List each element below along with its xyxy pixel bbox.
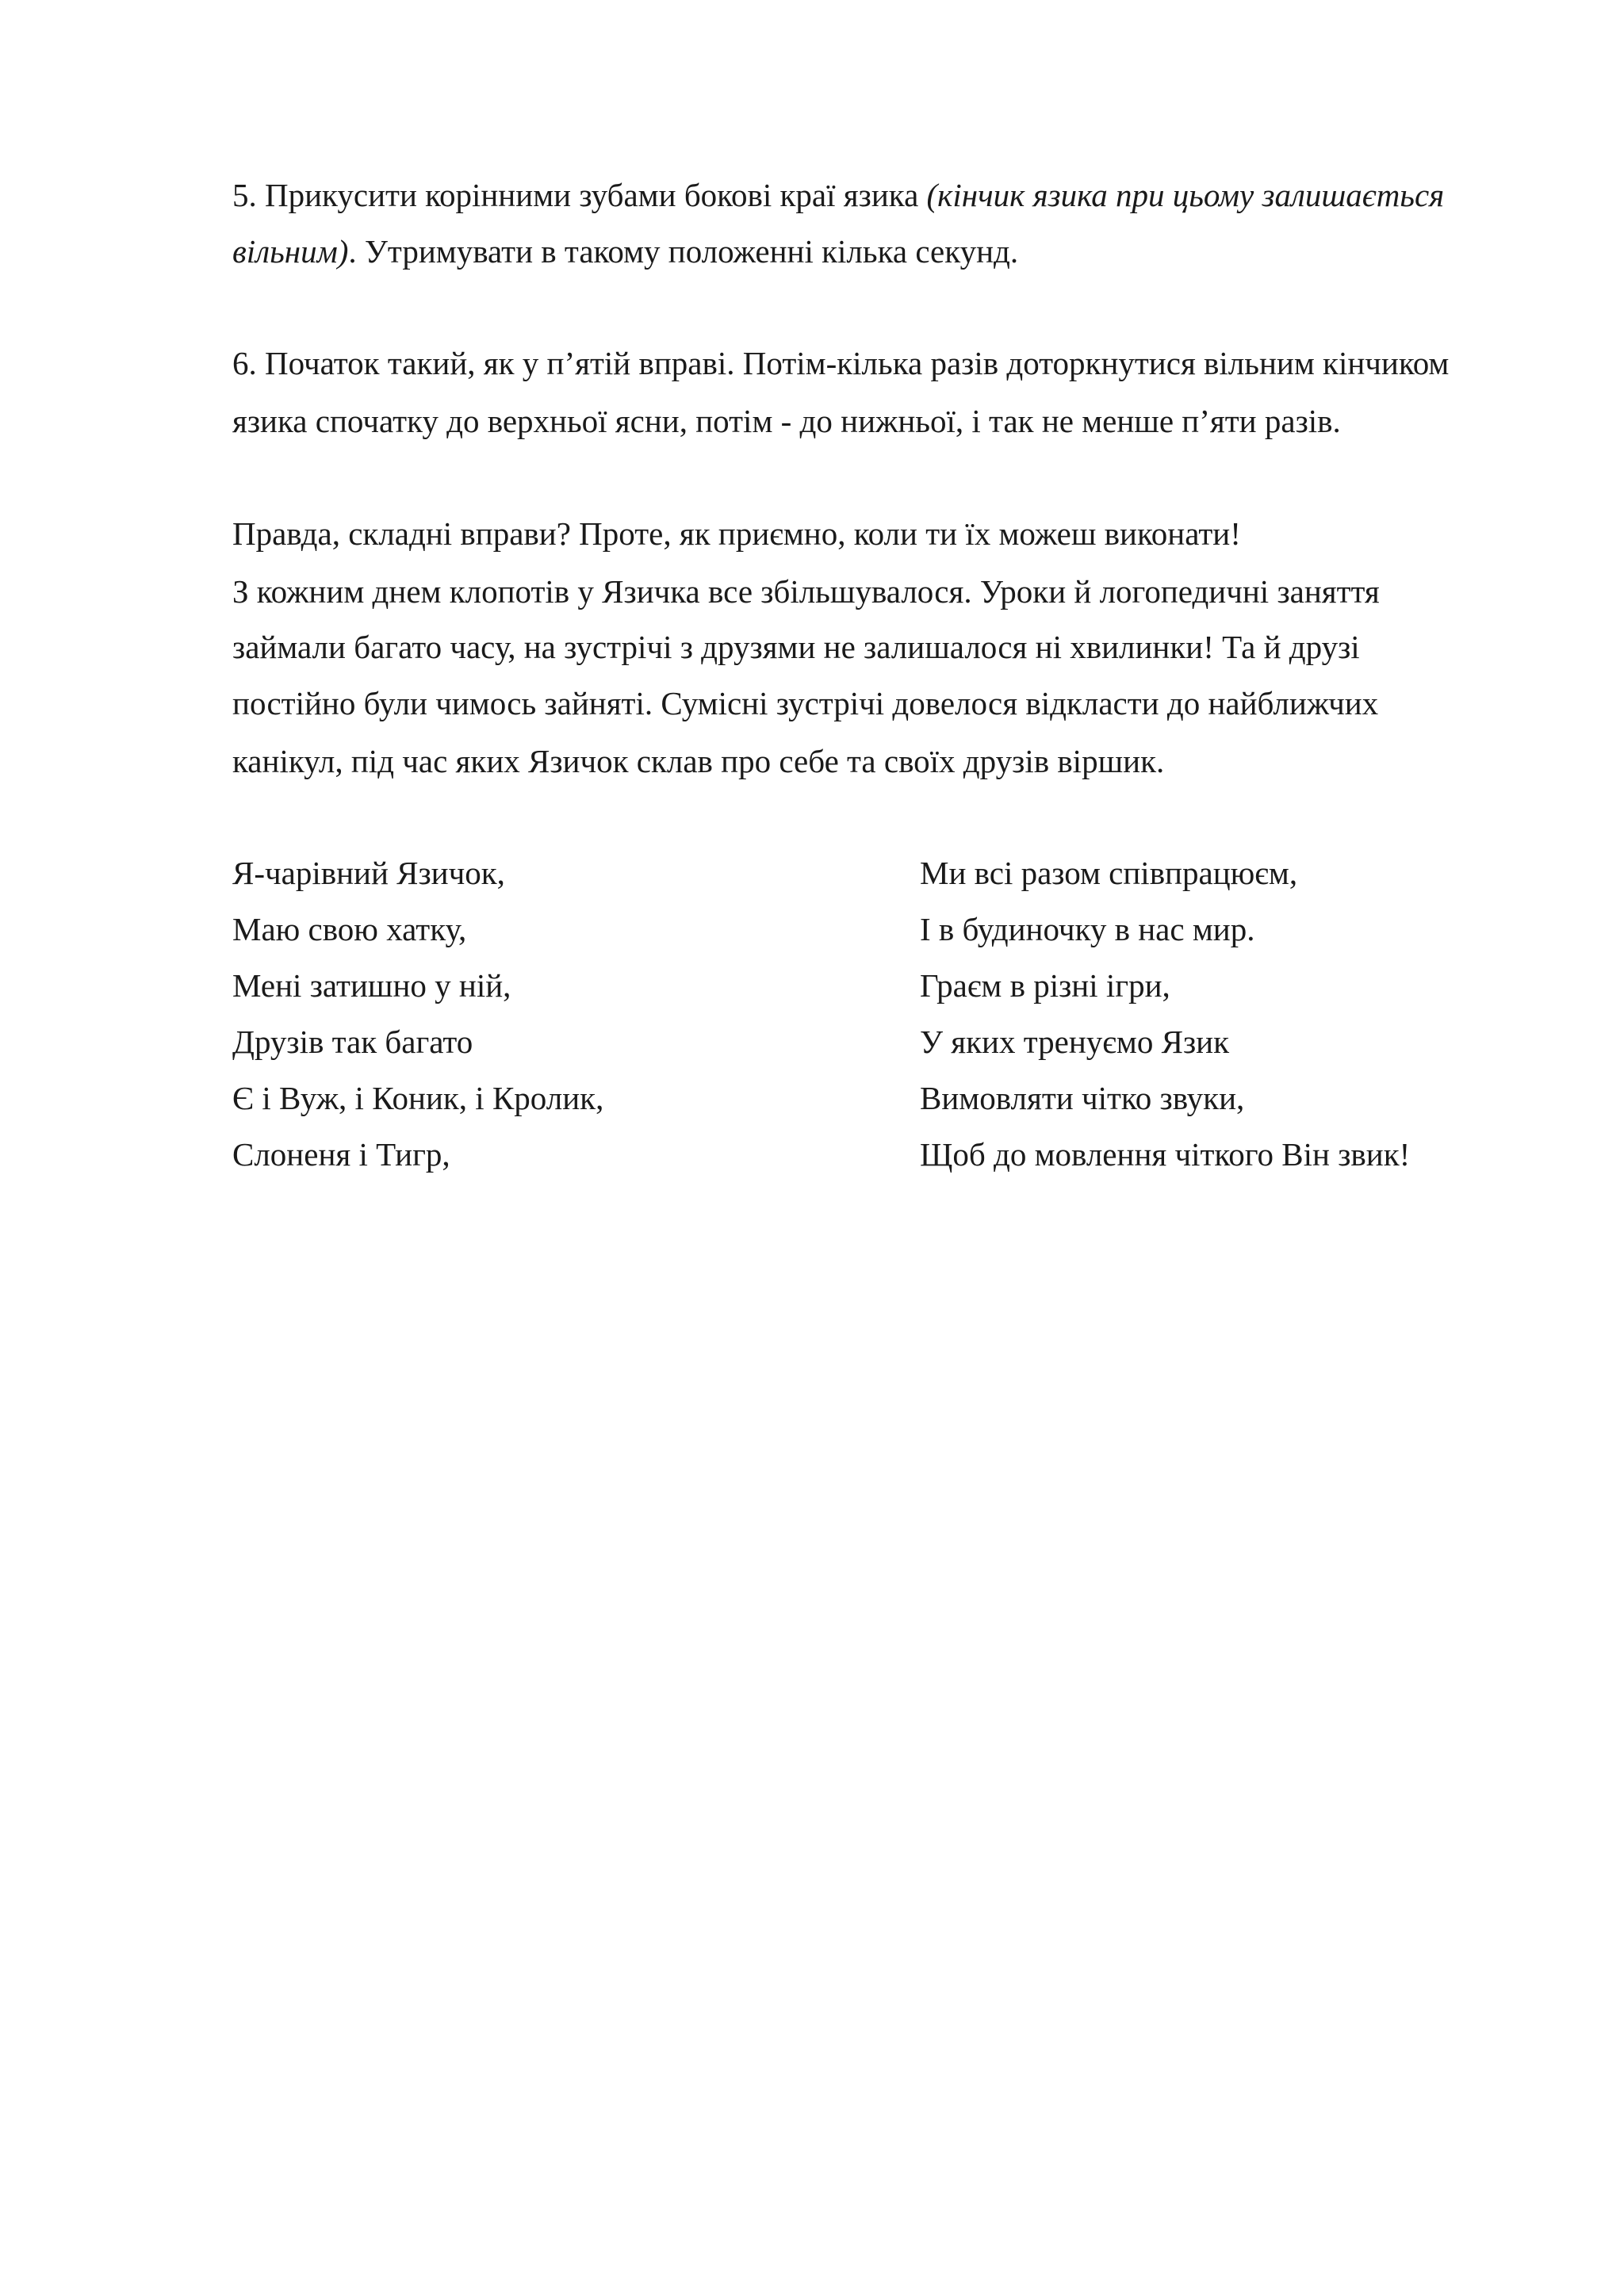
poem-left-line: Друзів так багато <box>232 1024 473 1060</box>
exercise-6-line-1: 6. Початок такий, як у п’ятій вправі. Потім-кілька разів доторкнутися вільним кінчиком <box>232 345 1450 381</box>
narrative-line-2: З кожним днем клопотів у Язичка все збільшувалося. Уроки й логопедичні заняття <box>232 573 1380 610</box>
narrative-line-4: постійно були чимось зайняті. Сумісні зустрічі довелося відкласти до найближчих <box>232 685 1379 721</box>
poem-right-line: Ми всі разом співпрацюєм, <box>920 855 1298 891</box>
exercise-6-line-2: язика спочатку до верхньої ясни, потім - до нижньої, і так не менше п’яти разів. <box>232 403 1341 439</box>
exercise-5-italic-note: (кінчик язика при цьому залишається <box>926 177 1445 213</box>
poem-right-line: І в будиночку в нас мир. <box>920 911 1255 947</box>
exercise-5-italic-note-end: вільним) <box>232 233 349 270</box>
exercise-5-text: 5. Прикусити корінними зубами бокові краї язика <box>232 177 927 213</box>
poem-left-line: Я-чарівний Язичок, <box>232 855 505 891</box>
poem-left-line: Є і Вуж, і Коник, і Кролик, <box>232 1080 604 1116</box>
poem-right-line: Граєм в різні ігри, <box>920 967 1170 1004</box>
exercise-5-line-1 <box>232 179 1444 212</box>
exercise-5-line-2 <box>232 235 1018 268</box>
poem-right-line: У яких тренуємо Язик <box>920 1024 1230 1060</box>
poem-right-line: Щоб до мовлення чіткого Він звик! <box>920 1136 1411 1173</box>
narrative-line-1: Правда, складні вправи? Проте, як приємно, коли ти їх можеш виконати! <box>232 515 1241 552</box>
poem-left-line: Слоненя і Тигр, <box>232 1136 450 1173</box>
narrative-line-3: займали багато часу, на зустрічі з друзями не залишалося ні хвилинки! Та й друзі <box>232 629 1360 665</box>
narrative-line-5: канікул, під час яких Язичок склав про себе та своїх друзів віршик. <box>232 743 1165 779</box>
poem-left-line: Мені затишно у ній, <box>232 967 511 1004</box>
poem-right-line: Вимовляти чітко звуки, <box>920 1080 1245 1116</box>
exercise-5-text-end: . Утримувати в такому положенні кілька секунд. <box>348 233 1019 270</box>
poem-left-line: Маю свою хатку, <box>232 911 467 947</box>
